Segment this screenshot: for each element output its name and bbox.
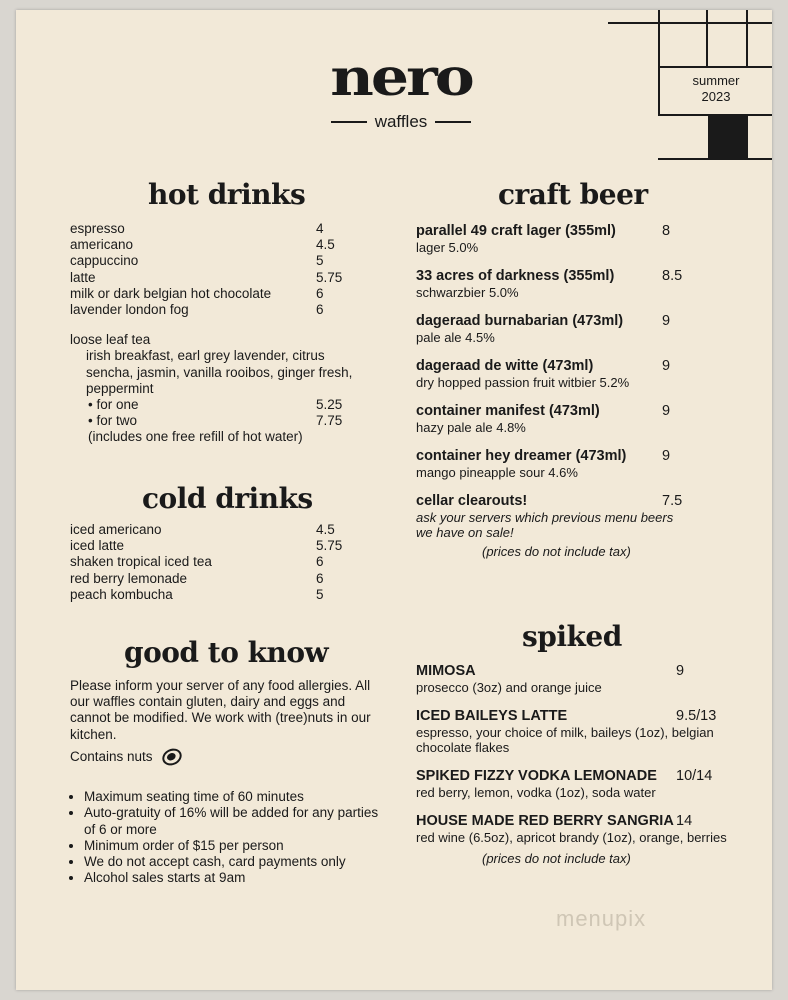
list-item: lavender london fog 6	[70, 302, 324, 318]
list-item: • Auto-gratuity of 16% will be added for any parties of 6 or more	[84, 805, 380, 837]
season-year: 2023	[701, 89, 731, 104]
list-item: parallel 49 craft lager (355ml) 8 lager 5.0%	[416, 223, 671, 255]
list-item: iced americano 4.5	[70, 522, 335, 537]
list-item: SPIKED FIZZY VODKA LEMONADE 10/14 red berry, lemon, vodka (1oz), soda water	[416, 768, 713, 800]
list-item: HOUSE MADE RED BERRY SANGRIA 14 red wine (6.5oz), apricot brandy (1oz), orange, berries	[416, 813, 727, 845]
tea-note: (includes one free refill of hot water)	[88, 429, 303, 445]
list-item: dageraad burnabarian (473ml) 9 pale ale 4.5%	[416, 313, 671, 345]
craft-beer-heading: craft beer	[498, 178, 648, 211]
nero-logo	[316, 50, 486, 132]
list-item: container manifest (473ml) 9 hazy pale ale 4.8%	[416, 403, 671, 435]
cold-drinks-heading: cold drinks	[142, 482, 313, 515]
list-item: • Alcohol sales starts at 9am	[84, 870, 380, 886]
watermark: menupix	[556, 906, 647, 931]
spiked-heading: spiked	[522, 620, 622, 653]
list-item: red berry lemonade 6	[70, 570, 324, 586]
season-name: summer	[692, 73, 740, 88]
cold-drinks-list	[70, 522, 370, 603]
list-item: • Minimum order of $15 per person	[84, 838, 380, 854]
list-item: 33 acres of darkness (355ml) 8.5 schwarzbier 5.0%	[416, 268, 683, 300]
nut-icon	[160, 746, 185, 769]
spiked-list	[416, 662, 736, 867]
logo-wordmark: nero	[330, 48, 472, 108]
list-item: espresso 4	[70, 221, 324, 236]
list-item: MIMOSA 9 prosecco (3oz) and orange juice	[416, 663, 685, 695]
hot-drinks-heading: hot drinks	[148, 178, 306, 211]
tea-title: loose leaf tea	[70, 332, 151, 348]
list-item: americano 4.5	[70, 237, 335, 253]
policy-list	[70, 789, 380, 886]
logo-sub-text: waffles	[374, 112, 428, 131]
tea-description: irish breakfast, earl grey lavender, citrus sencha, jasmin, vanilla rooibos, ginger fresh, peppermint	[86, 348, 353, 396]
good-to-know-section	[70, 678, 380, 886]
contains-nuts-label: Contains nuts	[70, 748, 153, 764]
tea-for-one: • for one 5.25	[88, 397, 343, 413]
logo-rule-right	[435, 121, 471, 123]
black-square	[708, 114, 748, 160]
season-label	[660, 68, 772, 116]
allergy-notice: Please inform your server of any food allergies. All our waffles contain gluten, dairy and eggs and cannot be modified. We work with (tree)nuts in our kitchen.	[70, 678, 371, 742]
logo-subtitle	[316, 112, 486, 132]
spiked-tax-note: (prices do not include tax)	[482, 851, 631, 866]
beer-tax-note: (prices do not include tax)	[482, 544, 631, 559]
cellar-clearouts: cellar clearouts! 7.5 ask your servers which previous menu beers we have on sale!	[416, 493, 683, 540]
tea-for-two: • for two 7.75	[88, 413, 343, 429]
menu-page	[16, 10, 772, 990]
list-item: cappuccino 5	[70, 253, 324, 269]
craft-beer-list	[416, 222, 726, 560]
list-item: dageraad de witte (473ml) 9 dry hopped passion fruit witbier 5.2%	[416, 358, 671, 390]
list-item: peach kombucha 5	[70, 586, 324, 602]
list-item: container hey dreamer (473ml) 9 mango pineapple sour 4.6%	[416, 448, 671, 480]
logo-rule-left	[331, 121, 367, 123]
hot-drinks-list	[70, 221, 370, 446]
list-item: latte 5.75	[70, 269, 343, 285]
good-to-know-heading: good to know	[124, 636, 329, 669]
contains-nuts-line	[70, 749, 380, 765]
list-item: milk or dark belgian hot chocolate 6	[70, 285, 324, 301]
list-item: • Maximum seating time of 60 minutes	[84, 789, 380, 805]
list-item: iced latte 5.75	[70, 538, 343, 554]
list-item: shaken tropical iced tea 6	[70, 554, 324, 570]
list-item: • We do not accept cash, card payments only	[84, 854, 380, 870]
list-item: ICED BAILEYS LATTE 9.5/13 espresso, your choice of milk, baileys (1oz), belgian chocolate flakes	[416, 708, 717, 755]
